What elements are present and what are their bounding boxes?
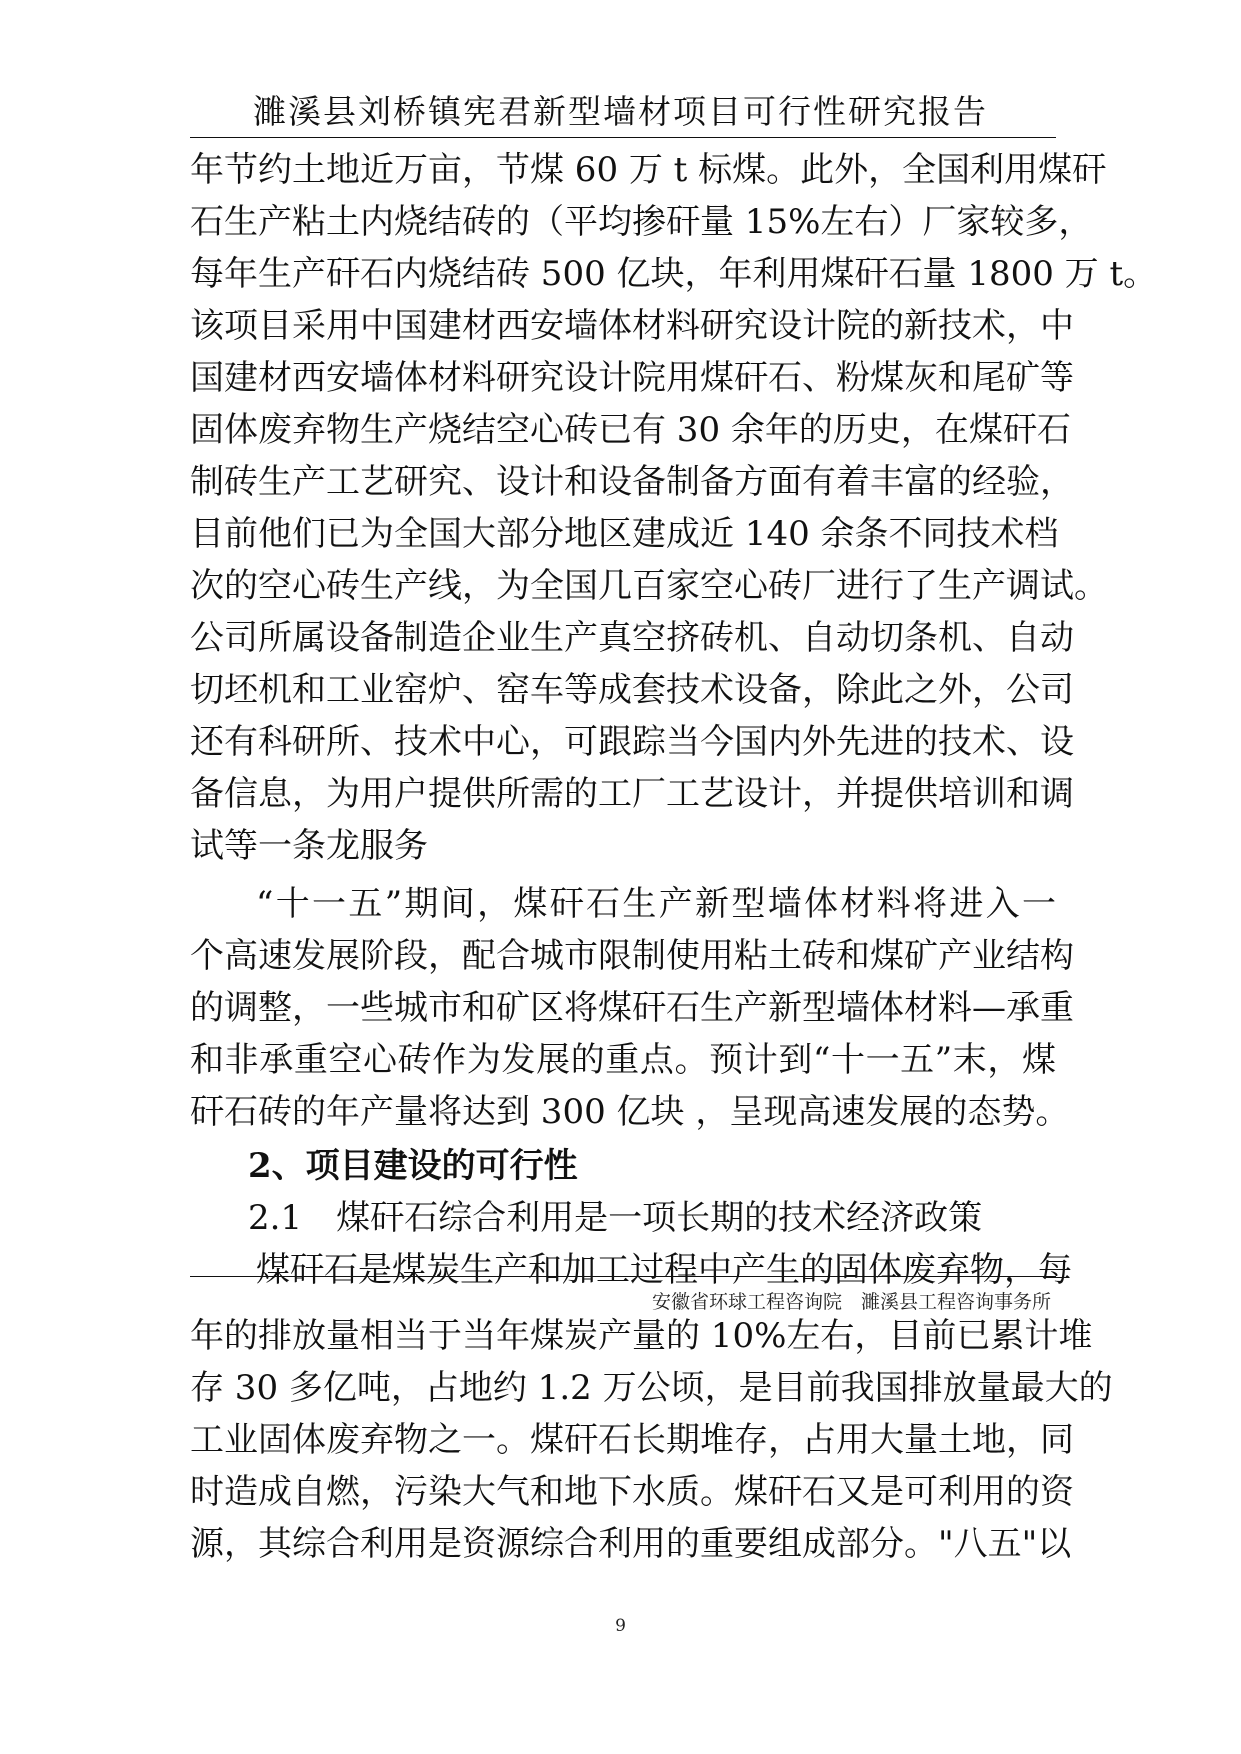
text-line: 石生产粘土内烧结砖的（平均掺矸量 15%左右）厂家较多， — [190, 202, 1093, 242]
footer-organization-note: 安徽省环球工程咨询院 濉溪县工程咨询事务所 — [651, 1291, 1051, 1313]
text-line: 和非承重空心砖作为发展的重点。预计到“十一五”末，煤 — [190, 1040, 1056, 1080]
document-header-title: 濉溪县刘桥镇宪君新型墙材项目可行性研究报告 — [253, 92, 988, 131]
text-line: “十一五”期间，煤矸石生产新型墙体材料将进入一 — [256, 884, 1056, 924]
text-line: 煤矸石是煤炭生产和加工过程中产生的固体废弃物，每 — [256, 1250, 1072, 1290]
text-line: 存 30 多亿吨，占地约 1.2 万公顷，是目前我国排放量最大的 — [190, 1368, 1113, 1408]
text-line: 试等一条龙服务 — [190, 826, 428, 866]
text-line: 源，其综合利用是资源综合利用的重要组成部分。"八五"以 — [190, 1524, 1072, 1564]
text-line: 矸石砖的年产量将达到 300 亿块 ，呈现高速发展的态势。 — [190, 1092, 1070, 1132]
text-line: 切坯机和工业窑炉、窑车等成套技术设备，除此之外，公司 — [190, 670, 1074, 710]
text-line: 目前他们已为全国大部分地区建成近 140 余条不同技术档 — [190, 514, 1059, 554]
text-line: 备信息，为用户提供所需的工厂工艺设计，并提供培训和调 — [190, 774, 1074, 814]
text-line: 国建材西安墙体材料研究设计院用煤矸石、粉煤灰和尾矿等 — [190, 358, 1074, 398]
text-line: 的调整，一些城市和矿区将煤矸石生产新型墙体材料—承重 — [190, 988, 1074, 1028]
text-line: 个高速发展阶段，配合城市限制使用粘土砖和煤矿产业结构 — [190, 936, 1074, 976]
text-line: 公司所属设备制造企业生产真空挤砖机、自动切条机、自动 — [190, 618, 1074, 658]
footer-divider — [190, 1276, 1056, 1277]
text-line: 次的空心砖生产线，为全国几百家空心砖厂进行了生产调试。 — [190, 566, 1108, 606]
text-line: 时造成自燃，污染大气和地下水质。煤矸石又是可利用的资 — [190, 1472, 1074, 1512]
text-line: 每年生产矸石内烧结砖 500 亿块，年利用煤矸石量 1800 万 t。 — [190, 254, 1158, 294]
text-line: 年的排放量相当于当年煤炭产量的 10%左右，目前已累计堆 — [190, 1316, 1093, 1356]
text-line: 制砖生产工艺研究、设计和设备制备方面有着丰富的经验， — [190, 462, 1074, 502]
text-line: 工业固体废弃物之一。煤矸石长期堆存，占用大量土地，同 — [190, 1420, 1074, 1460]
text-line: 年节约土地近万亩，节煤 60 万 t 标煤。此外，全国利用煤矸 — [190, 150, 1107, 190]
text-line: 还有科研所、技术中心，可跟踪当今国内外先进的技术、设 — [190, 722, 1074, 762]
page-number: 9 — [615, 1616, 626, 1636]
section-heading: 2、项目建设的可行性 — [248, 1146, 578, 1186]
header-divider — [190, 137, 1056, 138]
text-line: 该项目采用中国建材西安墙体材料研究设计院的新技术，中 — [190, 306, 1074, 346]
text-line: 固体废弃物生产烧结空心砖已有 30 余年的历史，在煤矸石 — [190, 410, 1071, 450]
subsection-heading: 2.1 煤矸石综合利用是一项长期的技术经济政策 — [248, 1198, 983, 1238]
